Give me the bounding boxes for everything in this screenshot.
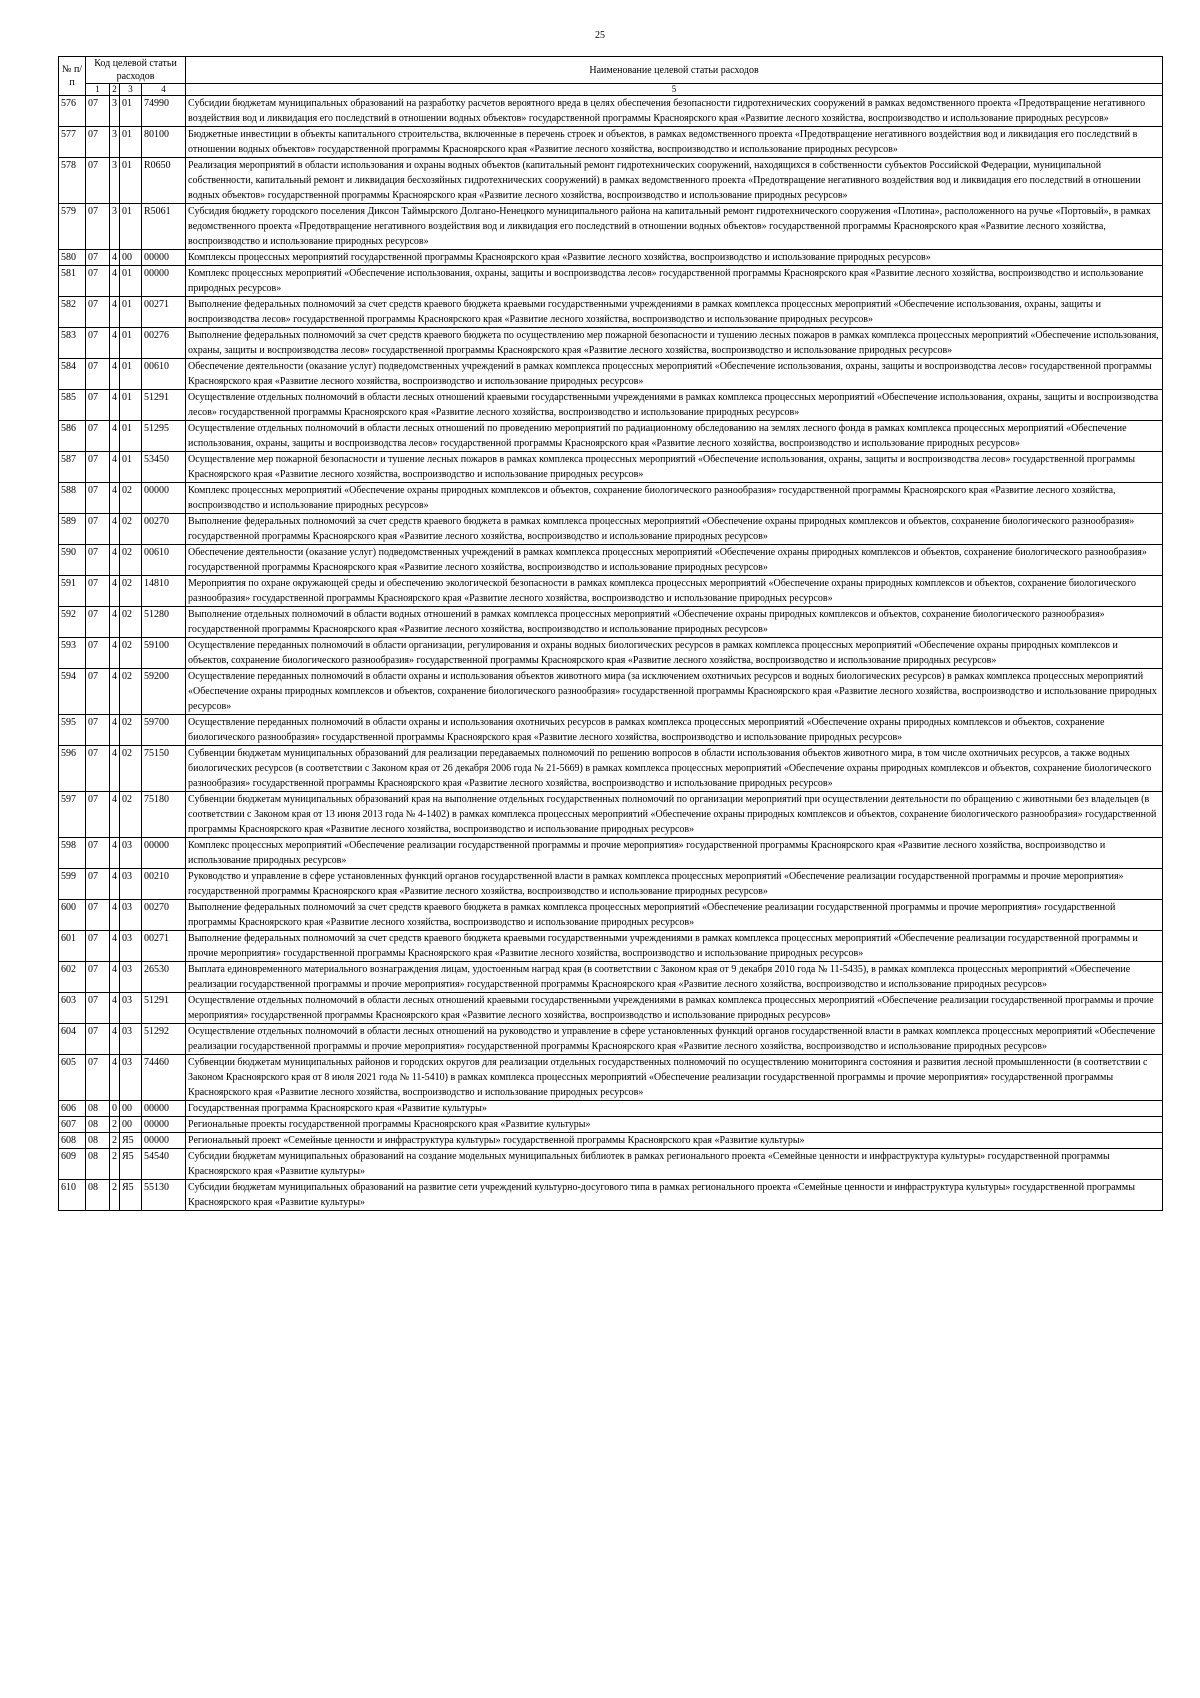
code-3: 01 <box>120 390 142 421</box>
table-row <box>59 297 1163 328</box>
table-body <box>59 96 1163 1211</box>
row-number: 592 <box>59 607 86 638</box>
code-2: 4 <box>110 359 120 390</box>
row-number: 602 <box>59 962 86 993</box>
code-1: 07 <box>86 250 110 266</box>
expense-name: Субвенции бюджетам муниципальных образований для реализации передаваемых полномочий по решению вопросов в области использования объектов животного мира, в том числе охотничьих ресурсов, а также водных биологических ресурсов (в соответствии с Законом края от 26 декабря 2006 года № 21-5669) в рамках комплекса процессных мероприятий «Обеспечение охраны природных комплексов и объектов, сохранение биологического разнообразия» государственной программы Красноярского края «Развитие лесного хозяйства, воспроизводство и использование природных ресурсов» <box>186 746 1163 792</box>
row-number: 605 <box>59 1055 86 1101</box>
expense-name: Выполнение федеральных полномочий за счет средств краевого бюджета в рамках комплекса процессных мероприятий «Обеспечение охраны природных комплексов и объектов, сохранение биологического разнообразия» государственной программы Красноярского края «Развитие лесного хозяйства, воспроизводство и использование природных ресурсов» <box>186 514 1163 545</box>
code-1: 08 <box>86 1180 110 1211</box>
table-row <box>59 746 1163 792</box>
code-3: 02 <box>120 483 142 514</box>
subheader-cell: 3 <box>120 84 142 96</box>
row-number: 585 <box>59 390 86 421</box>
code-2: 4 <box>110 576 120 607</box>
code-4: 51291 <box>142 390 186 421</box>
expense-name: Выполнение федеральных полномочий за счет средств краевого бюджета в рамках комплекса процессных мероприятий «Обеспечение реализации государственной программы и прочие мероприятия» государственной программы Красноярского края «Развитие лесного хозяйства, воспроизводство и использование природных ресурсов» <box>186 900 1163 931</box>
code-1: 07 <box>86 576 110 607</box>
table-row <box>59 962 1163 993</box>
code-2: 4 <box>110 962 120 993</box>
row-number: 581 <box>59 266 86 297</box>
code-4: 59200 <box>142 669 186 715</box>
code-4: 26530 <box>142 962 186 993</box>
row-number: 588 <box>59 483 86 514</box>
code-3: 01 <box>120 452 142 483</box>
expense-name: Осуществление переданных полномочий в области охраны и использования охотничьих ресурсов в рамках комплекса процессных мероприятий «Обеспечение охраны природных комплексов и объектов, сохранение биологического разнообразия» государственной программы Красноярского края «Развитие лесного хозяйства, воспроизводство и использование природных ресурсов» <box>186 715 1163 746</box>
code-4: 59100 <box>142 638 186 669</box>
code-4: 51280 <box>142 607 186 638</box>
subheader-cell: 4 <box>142 84 186 96</box>
code-4: 80100 <box>142 127 186 158</box>
code-3: 01 <box>120 204 142 250</box>
code-4: 00000 <box>142 1133 186 1149</box>
table-row <box>59 792 1163 838</box>
code-3: 01 <box>120 266 142 297</box>
code-3: 01 <box>120 328 142 359</box>
row-number: 596 <box>59 746 86 792</box>
subheader-cell: 2 <box>110 84 120 96</box>
code-2: 2 <box>110 1149 120 1180</box>
code-4: 55130 <box>142 1180 186 1211</box>
code-1: 07 <box>86 297 110 328</box>
code-2: 4 <box>110 993 120 1024</box>
code-2: 4 <box>110 266 120 297</box>
expense-name: Осуществление отдельных полномочий в области лесных отношений краевыми государственными учреждениями в рамках комплекса процессных мероприятий «Обеспечение реализации государственной программы и прочие мероприятия» государственной программы Красноярского края «Развитие лесного хозяйства, воспроизводство и использование природных ресурсов» <box>186 993 1163 1024</box>
table-header-row <box>59 57 1163 84</box>
table-row <box>59 204 1163 250</box>
code-2: 2 <box>110 1133 120 1149</box>
code-3: 02 <box>120 746 142 792</box>
code-1: 07 <box>86 452 110 483</box>
code-1: 07 <box>86 514 110 545</box>
code-2: 4 <box>110 931 120 962</box>
code-4: R5061 <box>142 204 186 250</box>
row-number: 599 <box>59 869 86 900</box>
code-1: 07 <box>86 1055 110 1101</box>
code-2: 4 <box>110 669 120 715</box>
code-3: 00 <box>120 250 142 266</box>
code-1: 08 <box>86 1133 110 1149</box>
code-4: 59700 <box>142 715 186 746</box>
row-number: 604 <box>59 1024 86 1055</box>
table-row <box>59 607 1163 638</box>
code-1: 08 <box>86 1149 110 1180</box>
table-row <box>59 483 1163 514</box>
expense-name: Субвенции бюджетам муниципальных районов и городских округов для реализации отдельных государственных полномочий по осуществлению мониторинга состояния и развития лесной промышленности (в соответствии с Законом Красноярского края от 8 июля 2021 года № 11-5410) в рамках комплекса процессных мероприятий «Обеспечение реализации государственной программы и прочие мероприятия» государственной программы Красноярского края «Развитие лесного хозяйства, воспроизводство и использование природных ресурсов» <box>186 1055 1163 1101</box>
code-1: 08 <box>86 1101 110 1117</box>
code-2: 4 <box>110 900 120 931</box>
code-2: 4 <box>110 869 120 900</box>
expense-name: Выплата единовременного материального вознаграждения лицам, удостоенным наград края (в соответствии с Законом края от 9 декабря 2010 года № 11-5435), в рамках комплекса процессных мероприятий «Обеспечение реализации государственной программы и прочие мероприятия» государственной программы Красноярского края «Развитие лесного хозяйства, воспроизводство и использование природных ресурсов» <box>186 962 1163 993</box>
code-1: 07 <box>86 900 110 931</box>
code-1: 07 <box>86 390 110 421</box>
row-number: 610 <box>59 1180 86 1211</box>
expense-name: Осуществление отдельных полномочий в области лесных отношений на руководство и управление в сфере установленных функций органов государственной власти в рамках комплекса процессных мероприятий «Обеспечение реализации государственной программы и прочие мероприятия» государственной программы Красноярского края «Развитие лесного хозяйства, воспроизводство и использование природных ресурсов» <box>186 1024 1163 1055</box>
table-row <box>59 1055 1163 1101</box>
table-row <box>59 96 1163 127</box>
expense-name: Выполнение отдельных полномочий в области водных отношений в рамках комплекса процессных мероприятий «Обеспечение охраны природных комплексов и объектов, сохранение биологического разнообразия» государственной программы Красноярского края «Развитие лесного хозяйства, воспроизводство и использование природных ресурсов» <box>186 607 1163 638</box>
expense-name: Выполнение федеральных полномочий за счет средств краевого бюджета по осуществлению мер пожарной безопасности и тушению лесных пожаров в рамках комплекса процессных мероприятий «Обеспечение использования, охраны, защиты и воспроизводства лесов» государственной программы Красноярского края «Развитие лесного хозяйства, воспроизводство и использование природных ресурсов» <box>186 328 1163 359</box>
header-number: № п/п <box>59 57 86 96</box>
code-1: 07 <box>86 158 110 204</box>
table-subheader-row <box>59 84 1163 96</box>
table-row <box>59 1024 1163 1055</box>
row-number: 594 <box>59 669 86 715</box>
row-number: 579 <box>59 204 86 250</box>
row-number: 580 <box>59 250 86 266</box>
table-row <box>59 931 1163 962</box>
code-4: 74990 <box>142 96 186 127</box>
code-4: 53450 <box>142 452 186 483</box>
code-3: 03 <box>120 838 142 869</box>
row-number: 576 <box>59 96 86 127</box>
code-2: 4 <box>110 746 120 792</box>
code-2: 3 <box>110 158 120 204</box>
code-1: 07 <box>86 993 110 1024</box>
row-number: 591 <box>59 576 86 607</box>
code-3: 03 <box>120 1055 142 1101</box>
code-3: 02 <box>120 607 142 638</box>
code-3: 03 <box>120 993 142 1024</box>
row-number: 587 <box>59 452 86 483</box>
table-row <box>59 900 1163 931</box>
expense-name: Осуществление отдельных полномочий в области лесных отношений краевыми государственными учреждениями в рамках комплекса процессных мероприятий «Обеспечение использования, охраны, защиты и воспроизводства лесов» государственной программы Красноярского края «Развитие лесного хозяйства, воспроизводство и использование природных ресурсов» <box>186 390 1163 421</box>
code-4: 74460 <box>142 1055 186 1101</box>
code-2: 4 <box>110 545 120 576</box>
code-4: R0650 <box>142 158 186 204</box>
code-1: 07 <box>86 792 110 838</box>
code-4: 00210 <box>142 869 186 900</box>
expense-name: Реализация мероприятий в области использования и охраны водных объектов (капитальный ремонт гидротехнических сооружений, находящихся в собственности субъектов Российской Федерации, муниципальной собственности, капитальный ремонт и ликвидация бесхозяйных гидротехнических сооружений) в рамках ведомственного проекта «Предотвращение негативного воздействия вод и ликвидация его последствий в отношении водных объектов» государственной программы Красноярского края «Развитие лесного хозяйства, воспроизводство и использование природных ресурсов» <box>186 158 1163 204</box>
code-4: 00000 <box>142 250 186 266</box>
code-2: 4 <box>110 297 120 328</box>
code-3: 02 <box>120 514 142 545</box>
code-4: 00000 <box>142 838 186 869</box>
row-number: 597 <box>59 792 86 838</box>
expense-name: Выполнение федеральных полномочий за счет средств краевого бюджета краевыми государственными учреждениями в рамках комплекса процессных мероприятий «Обеспечение реализации государственной программы и прочие мероприятия» государственной программы Красноярского края «Развитие лесного хозяйства, воспроизводство и использование природных ресурсов» <box>186 931 1163 962</box>
code-2: 4 <box>110 483 120 514</box>
expense-name: Осуществление переданных полномочий в области организации, регулирования и охраны водных биологических ресурсов в рамках комплекса процессных мероприятий «Обеспечение охраны природных комплексов и объектов, сохранение биологического разнообразия» государственной программы Красноярского края «Развитие лесного хозяйства, воспроизводство и использование природных ресурсов» <box>186 638 1163 669</box>
code-4: 00000 <box>142 266 186 297</box>
expense-name: Региональные проекты государственной программы Красноярского края «Развитие культуры» <box>186 1117 1163 1133</box>
row-number: 584 <box>59 359 86 390</box>
code-4: 00610 <box>142 545 186 576</box>
code-3: 02 <box>120 576 142 607</box>
row-number: 603 <box>59 993 86 1024</box>
code-3: Я5 <box>120 1133 142 1149</box>
row-number: 598 <box>59 838 86 869</box>
code-1: 07 <box>86 931 110 962</box>
code-2: 4 <box>110 792 120 838</box>
code-2: 3 <box>110 204 120 250</box>
code-1: 07 <box>86 545 110 576</box>
expense-name: Региональный проект «Семейные ценности и инфраструктура культуры» государственной программы Красноярского края «Развитие культуры» <box>186 1133 1163 1149</box>
code-3: 01 <box>120 158 142 204</box>
code-3: 02 <box>120 638 142 669</box>
code-1: 07 <box>86 638 110 669</box>
code-1: 07 <box>86 669 110 715</box>
code-4: 51291 <box>142 993 186 1024</box>
code-4: 00000 <box>142 483 186 514</box>
expense-name: Комплекс процессных мероприятий «Обеспечение использования, охраны, защиты и воспроизводства лесов» государственной программы Красноярского края «Развитие лесного хозяйства, воспроизводство и использование природных ресурсов» <box>186 266 1163 297</box>
table-row <box>59 127 1163 158</box>
row-number: 586 <box>59 421 86 452</box>
row-number: 607 <box>59 1117 86 1133</box>
code-4: 00000 <box>142 1101 186 1117</box>
row-number: 600 <box>59 900 86 931</box>
table-row <box>59 1101 1163 1117</box>
expense-name: Государственная программа Красноярского края «Развитие культуры» <box>186 1101 1163 1117</box>
table-row <box>59 669 1163 715</box>
code-3: 03 <box>120 869 142 900</box>
code-3: 01 <box>120 297 142 328</box>
code-1: 07 <box>86 715 110 746</box>
table-row <box>59 250 1163 266</box>
row-number: 608 <box>59 1133 86 1149</box>
table-row <box>59 576 1163 607</box>
expense-name: Осуществление мер пожарной безопасности и тушение лесных пожаров в рамках комплекса процессных мероприятий «Обеспечение использования, охраны, защиты и воспроизводства лесов» государственной программы Красноярского края «Развитие лесного хозяйства, воспроизводство и использование природных ресурсов» <box>186 452 1163 483</box>
code-4: 00271 <box>142 931 186 962</box>
code-2: 4 <box>110 607 120 638</box>
code-3: 01 <box>120 359 142 390</box>
code-3: 01 <box>120 421 142 452</box>
header-name: Наименование целевой статьи расходов <box>186 57 1163 84</box>
code-3: 03 <box>120 962 142 993</box>
code-4: 00000 <box>142 1117 186 1133</box>
code-1: 07 <box>86 421 110 452</box>
row-number: 590 <box>59 545 86 576</box>
code-4: 00610 <box>142 359 186 390</box>
expense-name: Субсидии бюджетам муниципальных образований на создание модельных муниципальных библиотек в рамках регионального проекта «Семейные ценности и инфраструктура культуры» государственной программы Красноярского края «Развитие культуры» <box>186 1149 1163 1180</box>
table-row <box>59 715 1163 746</box>
table-row <box>59 1180 1163 1211</box>
expense-name: Осуществление переданных полномочий в области охраны и использования объектов животного мира (за исключением охотничьих ресурсов и водных биологических ресурсов) в рамках комплекса процессных мероприятий «Обеспечение охраны природных комплексов и объектов, сохранение биологического разнообразия» государственной программы Красноярского края «Развитие лесного хозяйства, воспроизводство и использование природных ресурсов» <box>186 669 1163 715</box>
code-1: 07 <box>86 746 110 792</box>
code-4: 00270 <box>142 900 186 931</box>
expense-name: Субвенции бюджетам муниципальных образований края на выполнение отдельных государственных полномочий по организации мероприятий при осуществлении деятельности по обращению с животными без владельцев (в соответствии с Законом края от 13 июня 2013 года № 4-1402) в рамках комплекса процессных мероприятий «Обеспечение охраны природных комплексов и объектов, сохранение биологического разнообразия» государственной программы Красноярского края «Развитие лесного хозяйства, воспроизводство и использование природных ресурсов» <box>186 792 1163 838</box>
code-1: 07 <box>86 483 110 514</box>
code-4: 75180 <box>142 792 186 838</box>
code-2: 2 <box>110 1117 120 1133</box>
code-2: 4 <box>110 638 120 669</box>
header-code: Код целевой статьи расходов <box>86 57 186 84</box>
expense-name: Мероприятия по охране окружающей среды и обеспечению экологической безопасности в рамках комплекса процессных мероприятий «Обеспечение охраны природных комплексов и объектов, сохранение биологического разнообразия» государственной программы Красноярского края «Развитие лесного хозяйства, воспроизводство и использование природных ресурсов» <box>186 576 1163 607</box>
table-row <box>59 638 1163 669</box>
table-row <box>59 158 1163 204</box>
code-2: 4 <box>110 250 120 266</box>
code-1: 07 <box>86 869 110 900</box>
code-4: 75150 <box>142 746 186 792</box>
code-2: 2 <box>110 1180 120 1211</box>
row-number: 577 <box>59 127 86 158</box>
code-4: 54540 <box>142 1149 186 1180</box>
code-2: 4 <box>110 390 120 421</box>
table-row <box>59 266 1163 297</box>
row-number: 583 <box>59 328 86 359</box>
code-1: 07 <box>86 96 110 127</box>
expense-name: Обеспечение деятельности (оказание услуг) подведомственных учреждений в рамках комплекса процессных мероприятий «Обеспечение охраны природных комплексов и объектов, сохранение биологического разнообразия» государственной программы Красноярского края «Развитие лесного хозяйства, воспроизводство и использование природных ресурсов» <box>186 545 1163 576</box>
expense-name: Субсидии бюджетам муниципальных образований на развитие сети учреждений культурно-досугового типа в рамках регионального проекта «Семейные ценности и инфраструктура культуры» государственной программы Красноярского края «Развитие культуры» <box>186 1180 1163 1211</box>
code-2: 4 <box>110 514 120 545</box>
code-3: 00 <box>120 1117 142 1133</box>
code-4: 00276 <box>142 328 186 359</box>
code-3: 03 <box>120 900 142 931</box>
code-3: Я5 <box>120 1180 142 1211</box>
subheader-cell: 5 <box>186 84 1163 96</box>
code-1: 07 <box>86 607 110 638</box>
expense-name: Комплексы процессных мероприятий государственной программы Красноярского края «Развитие лесного хозяйства, воспроизводство и использование природных ресурсов» <box>186 250 1163 266</box>
code-3: 03 <box>120 931 142 962</box>
table-row <box>59 452 1163 483</box>
code-2: 4 <box>110 421 120 452</box>
table-row <box>59 1133 1163 1149</box>
table-row <box>59 545 1163 576</box>
expense-name: Бюджетные инвестиции в объекты капитального строительства, включенные в перечень строек и объектов, в рамках ведомственного проекта «Предотвращение негативного воздействия вод и ликвидация его последствий в отношении водных объектов» государственной программы Красноярского края «Развитие лесного хозяйства, воспроизводство и использование природных ресурсов» <box>186 127 1163 158</box>
expense-name: Субсидии бюджетам муниципальных образований на разработку расчетов вероятного вреда в целях обеспечения безопасности гидротехнических сооружений в рамках ведомственного проекта «Предотвращение негативного воздействия вод и ликвидация его последствий в отношении водных объектов» государственной программы Красноярского края «Развитие лесного хозяйства, воспроизводство и использование природных ресурсов» <box>186 96 1163 127</box>
code-2: 4 <box>110 1055 120 1101</box>
code-1: 07 <box>86 266 110 297</box>
code-1: 08 <box>86 1117 110 1133</box>
code-3: 02 <box>120 545 142 576</box>
code-3: 02 <box>120 792 142 838</box>
expense-name: Комплекс процессных мероприятий «Обеспечение охраны природных комплексов и объектов, сохранение биологического разнообразия» государственной программы Красноярского края «Развитие лесного хозяйства, воспроизводство и использование природных ресурсов» <box>186 483 1163 514</box>
code-3: 02 <box>120 669 142 715</box>
code-3: 00 <box>120 1101 142 1117</box>
table-row <box>59 1117 1163 1133</box>
page-number: 25 <box>595 30 605 41</box>
table-row <box>59 421 1163 452</box>
row-number: 601 <box>59 931 86 962</box>
code-4: 51292 <box>142 1024 186 1055</box>
code-4: 14810 <box>142 576 186 607</box>
expense-name: Субсидия бюджету городского поселения Диксон Таймырского Долгано-Ненецкого муниципального района на капитальный ремонт гидротехнического сооружения «Плотина», расположенного на ручье «Портовый», в рамках ведомственного проекта «Предотвращение негативного воздействия вод и ликвидация его последствий в отношении водных объектов» государственной программы Красноярского края «Развитие лесного хозяйства, воспроизводство и использование природных ресурсов» <box>186 204 1163 250</box>
code-1: 07 <box>86 204 110 250</box>
row-number: 593 <box>59 638 86 669</box>
expense-name: Обеспечение деятельности (оказание услуг) подведомственных учреждений в рамках комплекса процессных мероприятий «Обеспечение использования, охраны, защиты и воспроизводства лесов» государственной программы Красноярского края «Развитие лесного хозяйства, воспроизводство и использование природных ресурсов» <box>186 359 1163 390</box>
table-row <box>59 869 1163 900</box>
code-1: 07 <box>86 838 110 869</box>
code-3: 02 <box>120 715 142 746</box>
row-number: 595 <box>59 715 86 746</box>
subheader-cell: 1 <box>86 84 110 96</box>
table-row <box>59 993 1163 1024</box>
code-3: 01 <box>120 96 142 127</box>
code-2: 0 <box>110 1101 120 1117</box>
expense-name: Выполнение федеральных полномочий за счет средств краевого бюджета краевыми государственными учреждениями в рамках комплекса процессных мероприятий «Обеспечение использования, охраны, защиты и воспроизводства лесов» государственной программы Красноярского края «Развитие лесного хозяйства, воспроизводство и использование природных ресурсов» <box>186 297 1163 328</box>
code-2: 4 <box>110 1024 120 1055</box>
code-1: 07 <box>86 359 110 390</box>
code-3: 03 <box>120 1024 142 1055</box>
table-row <box>59 514 1163 545</box>
row-number: 578 <box>59 158 86 204</box>
row-number: 609 <box>59 1149 86 1180</box>
row-number: 589 <box>59 514 86 545</box>
table-row <box>59 390 1163 421</box>
code-1: 07 <box>86 127 110 158</box>
code-3: Я5 <box>120 1149 142 1180</box>
code-1: 07 <box>86 962 110 993</box>
table-row <box>59 1149 1163 1180</box>
code-4: 00270 <box>142 514 186 545</box>
row-number: 606 <box>59 1101 86 1117</box>
code-2: 4 <box>110 715 120 746</box>
code-1: 07 <box>86 328 110 359</box>
code-4: 51295 <box>142 421 186 452</box>
expense-name: Осуществление отдельных полномочий в области лесных отношений по проведению мероприятий по радиационному обследованию на землях лесного фонда в рамках комплекса процессных мероприятий «Обеспечение использования, охраны, защиты и воспроизводства лесов» государственной программы Красноярского края «Развитие лесного хозяйства, воспроизводство и использование природных ресурсов» <box>186 421 1163 452</box>
code-2: 3 <box>110 127 120 158</box>
expense-name: Руководство и управление в сфере установленных функций органов государственной власти в рамках комплекса процессных мероприятий «Обеспечение реализации государственной программы и прочие мероприятия» государственной программы Красноярского края «Развитие лесного хозяйства, воспроизводство и использование природных ресурсов» <box>186 869 1163 900</box>
code-3: 01 <box>120 127 142 158</box>
code-4: 00271 <box>142 297 186 328</box>
code-2: 4 <box>110 838 120 869</box>
expense-name: Комплекс процессных мероприятий «Обеспечение реализации государственной программы и прочие мероприятия» государственной программы Красноярского края «Развитие лесного хозяйства, воспроизводство и использование природных ресурсов» <box>186 838 1163 869</box>
row-number: 582 <box>59 297 86 328</box>
code-2: 4 <box>110 328 120 359</box>
code-2: 4 <box>110 452 120 483</box>
table-row <box>59 359 1163 390</box>
code-2: 3 <box>110 96 120 127</box>
budget-table <box>58 56 1163 1211</box>
table-row <box>59 328 1163 359</box>
table-row <box>59 838 1163 869</box>
code-1: 07 <box>86 1024 110 1055</box>
